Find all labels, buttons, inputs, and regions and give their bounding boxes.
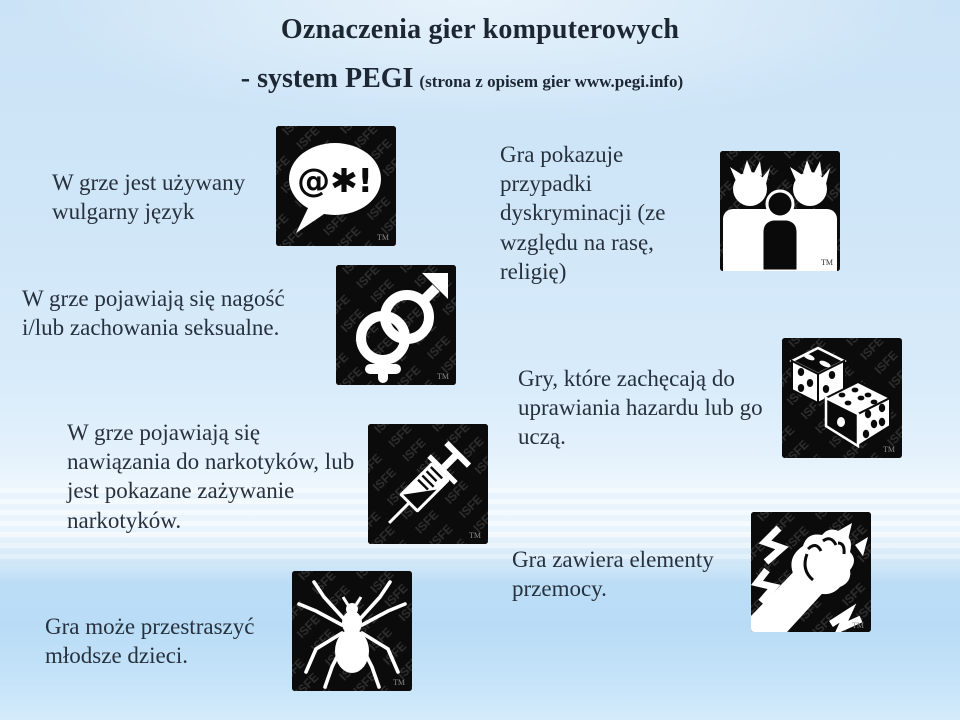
pegi-sex-icon bbox=[336, 265, 456, 385]
item-text-fear: Gra może przestraszyć młodsze dzieci. bbox=[45, 614, 255, 669]
tm-mark: TM bbox=[393, 678, 405, 687]
slide-header bbox=[0, 14, 960, 95]
center-black-figure bbox=[762, 191, 798, 271]
speech-bubble-profanity-icon bbox=[276, 126, 396, 246]
subtitle-main: - system PEGI bbox=[240, 63, 414, 94]
spider-icon bbox=[292, 571, 412, 691]
item-text-sex-nudity: W grze pojawiają się nagość i/lub zachowania seksualne. bbox=[22, 286, 285, 341]
subtitle-note: (strona z opisem gier www.pegi.info) bbox=[419, 72, 684, 91]
pegi-discrimination-icon bbox=[720, 151, 840, 271]
tm-mark: TM bbox=[883, 445, 895, 454]
fist-icon bbox=[751, 512, 871, 632]
tm-mark: TM bbox=[852, 621, 864, 630]
item-text-violence: Gra zawiera elementy przemocy. bbox=[512, 547, 714, 602]
tm-mark: TM bbox=[469, 531, 481, 540]
dice-icon bbox=[782, 338, 902, 458]
pegi-fear-icon bbox=[292, 571, 412, 691]
discrimination-figures-icon bbox=[720, 151, 840, 271]
profanity-glyphs: @✱! bbox=[297, 161, 373, 200]
page-title: Oznaczenia gier komputerowych bbox=[280, 14, 680, 45]
subtitle bbox=[0, 63, 942, 95]
pegi-bad-language-icon bbox=[276, 126, 396, 246]
item-text-gambling: Gry, które zachęcają do uprawiania hazardu lub go uczą. bbox=[518, 366, 763, 450]
item-text-drugs: W grze pojawiają się nawiązania do narkotyków, lub jest pokazane zażywanie narkotyków. bbox=[67, 420, 355, 533]
pegi-gambling-icon bbox=[782, 338, 902, 458]
tm-mark: TM bbox=[821, 258, 833, 267]
pegi-drugs-icon bbox=[368, 424, 488, 544]
tm-mark: TM bbox=[437, 372, 449, 381]
item-text-discrimination: Gra pokazuje przypadki dyskryminacji (ze względu na rasę, religię) bbox=[500, 142, 666, 284]
gender-symbols-icon bbox=[336, 265, 456, 385]
item-text-bad-language: W grze jest używany wulgarny język bbox=[52, 170, 246, 225]
tm-mark: TM bbox=[377, 233, 389, 242]
syringe-icon bbox=[368, 424, 488, 544]
pegi-violence-icon bbox=[751, 512, 871, 632]
